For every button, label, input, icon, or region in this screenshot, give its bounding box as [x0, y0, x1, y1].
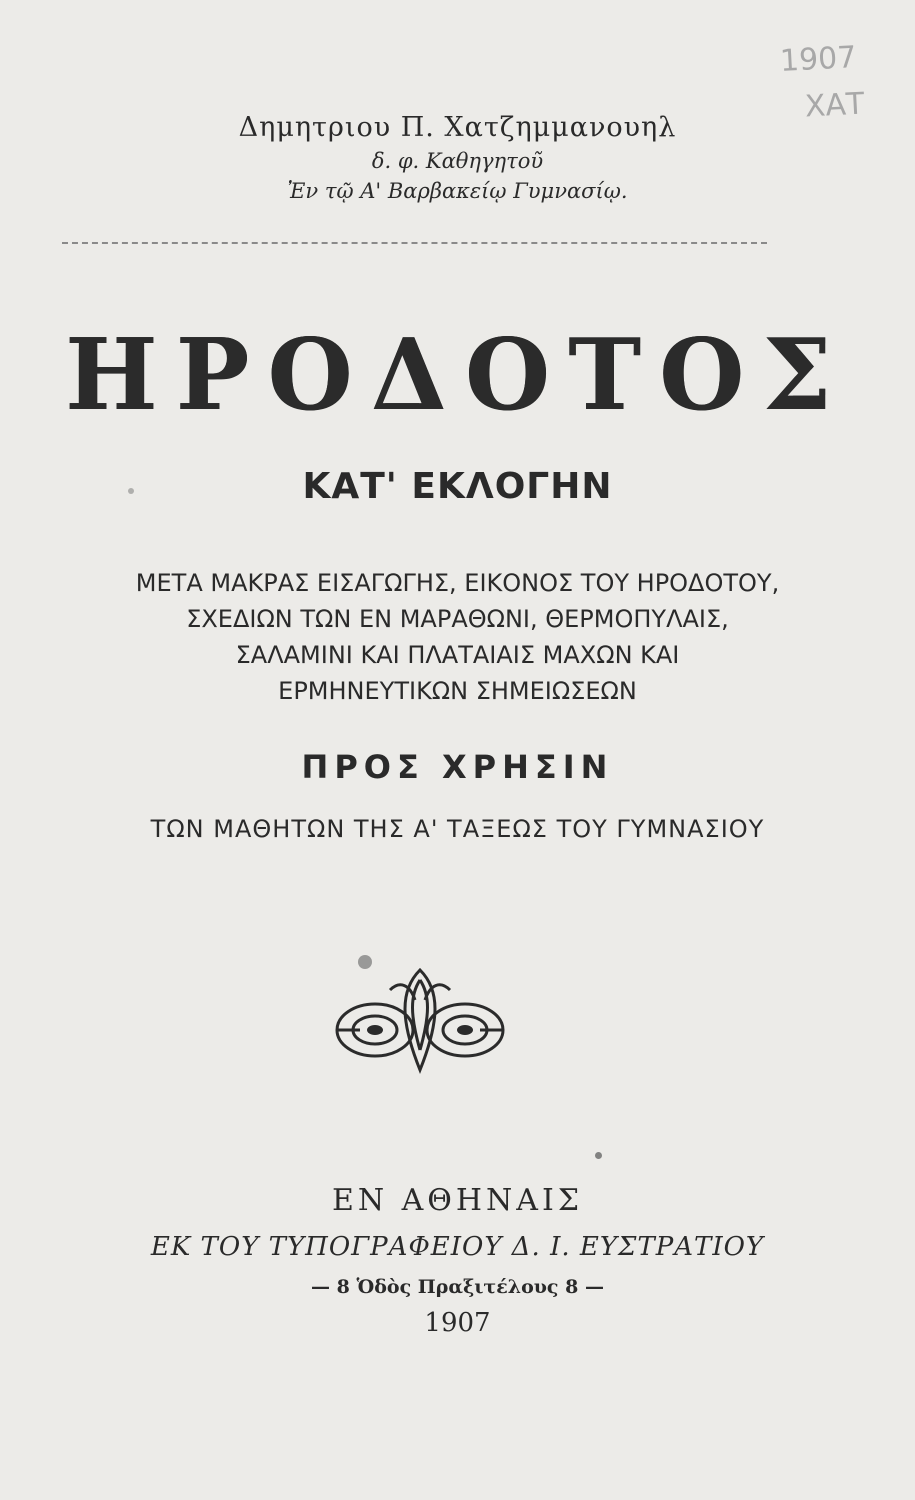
ink-speck	[358, 955, 372, 969]
ink-speck	[595, 1152, 602, 1159]
author-school: Ἐν τῷ Α' Βαρβακείῳ Γυμνασίῳ.	[287, 179, 628, 203]
imprint-city: ΕΝ ΑΘΗΝΑΙΣ	[331, 1183, 584, 1218]
margin-note-year: 1907	[779, 40, 858, 79]
author-title: δ. φ. Καθηγητοῦ	[371, 149, 544, 173]
description-line: ΣΧΕΔΙΩΝ ΤΩΝ ΕΝ ΜΑΡΑΘΩΝΙ, ΘΕΡΜΟΠΥΛΑΙΣ,	[186, 605, 729, 633]
audience-line: ΤΩΝ ΜΑΘΗΤΩΝ ΤΗΣ Α' ΤΑΞΕΩΣ ΤΟΥ ΓΥΜΝΑΣΙΟΥ	[150, 815, 765, 843]
author-name: Δημητριου Π. Χατζημμανουηλ	[238, 112, 677, 143]
margin-note-code: ΧΑΤ	[804, 86, 866, 125]
description-line: ΜΕΤΑ ΜΑΚΡΑΣ ΕΙΣΑΓΩΓΗΣ, ΕΙΚΟΝΟΣ ΤΟΥ ΗΡΟΔΟΤΟΥ,	[135, 569, 780, 597]
book-title: ΗΡΟΔΟΤΟΣ	[65, 318, 850, 433]
description-block	[0, 565, 915, 709]
imprint-printer: ΕΚ ΤΟΥ ΤΥΠΟΓΡΑΦΕΙΟΥ Δ. Ι. ΕΥΣΤΡΑΤΙΟΥ	[150, 1232, 765, 1262]
ornament-icon	[330, 960, 510, 1080]
imprint-address: — 8 Ὁδὸς Πραξιτέλους 8 —	[311, 1276, 604, 1298]
imprint-year: 1907	[424, 1308, 491, 1338]
ink-speck	[128, 488, 134, 494]
divider-rule	[62, 242, 767, 244]
author-block	[0, 112, 915, 203]
book-subtitle: ΚΑΤ' ΕΚΛΟΓΗΝ	[302, 466, 613, 507]
purpose-heading: ΠΡΟΣ ΧΡΗΣΙΝ	[301, 748, 614, 786]
description-line: ΣΑΛΑΜΙΝΙ ΚΑΙ ΠΛΑΤΑΙΑΙΣ ΜΑΧΩΝ ΚΑΙ	[235, 641, 680, 669]
description-line: ΕΡΜΗΝΕΥΤΙΚΩΝ ΣΗΜΕΙΩΣΕΩΝ	[278, 677, 637, 705]
imprint-block	[0, 1183, 915, 1338]
